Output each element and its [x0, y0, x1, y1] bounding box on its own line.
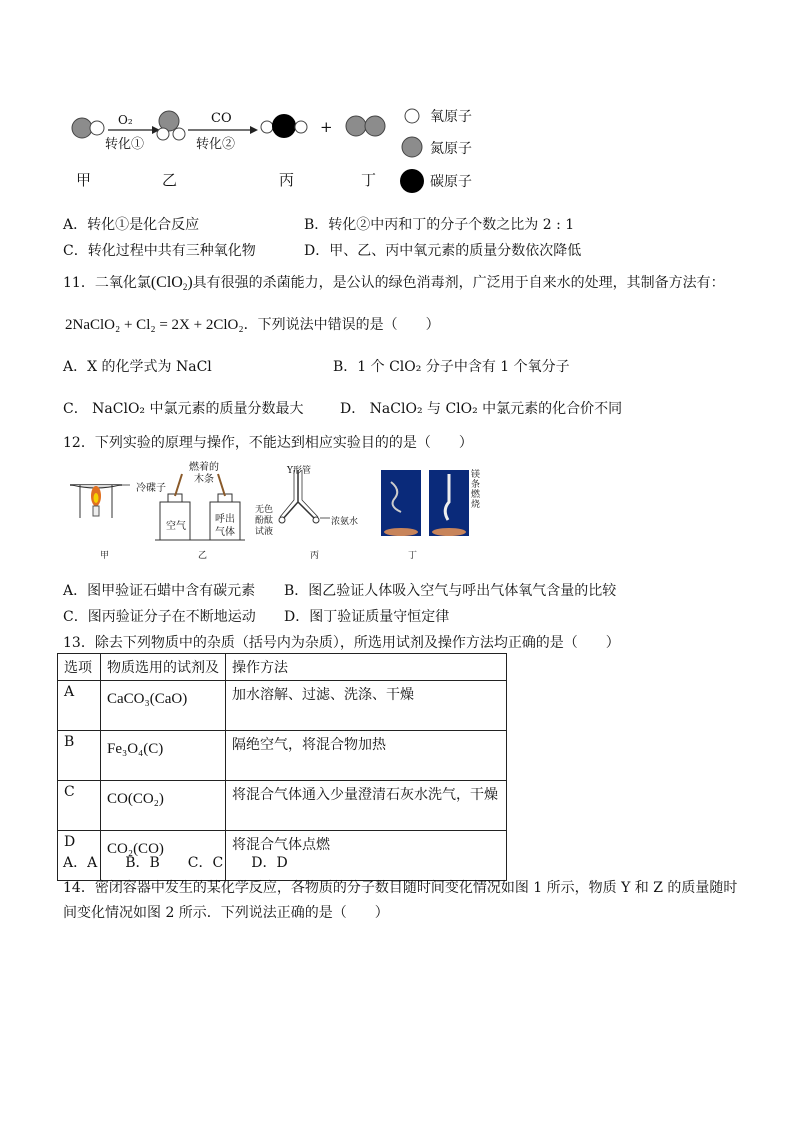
step1-reagent: O₂: [118, 113, 133, 127]
row-option: D: [58, 831, 101, 881]
table-row: [58, 681, 507, 731]
q13-stem: 13．除去下列物质中的杂质（括号内为杂质），所选用试剂及操作方法均正确的是（ ）: [63, 635, 620, 651]
q12-stem: 12．下列实验的原理与操作，不能达到相应实验目的的是（ ）: [63, 435, 473, 451]
q10-option-a: A．转化①是化合反应: [63, 217, 200, 233]
row-method: 加水溶解、过滤、洗涤、干燥: [226, 681, 507, 731]
fig-jia-label: 冷碟子: [136, 483, 166, 494]
oxygen-atom: [90, 121, 104, 135]
row-substance: CO(CO₂): [101, 781, 226, 831]
label-jia: 甲: [76, 171, 92, 189]
row-option: B: [58, 731, 101, 781]
header-option: 选项: [58, 654, 101, 681]
q11-option-d: D． NaClO₂ 与 ClO₂ 中氯元素的化合价不同: [340, 401, 623, 417]
table-row: [58, 781, 507, 831]
header-method: 操作方法: [226, 654, 507, 681]
q11-formula-sub: 2: [182, 282, 188, 292]
legend-oxygen-label: 氧原子: [430, 109, 472, 125]
q11-option-b: B．1 个 ClO₂ 分子中含有 1 个氧分子: [333, 359, 570, 375]
caption-yi: 乙: [198, 551, 208, 561]
row-method: 将混合气体点燃: [226, 831, 507, 881]
legend-nitrogen-icon: [402, 137, 422, 157]
fig-bing-left1: 无色: [255, 505, 274, 515]
q11-stem-text-a: 11．二氧化氯: [63, 275, 151, 291]
fig-bing-left2: 酚酞: [255, 516, 274, 526]
q12-option-d: D．图丁验证质量守恒定律: [284, 609, 450, 625]
fig-ding: [381, 470, 469, 536]
nitrogen-atom: [346, 116, 366, 136]
legend-carbon-label: 碳原子: [430, 174, 472, 190]
oxygen-atom: [173, 128, 185, 140]
row-method: 隔绝空气，将混合物加热: [226, 731, 507, 781]
q14-stem-line2: 间变化情况如图 2 所示．下列说法正确的是（ ）: [63, 905, 389, 921]
label-bing: 丙: [279, 171, 295, 189]
q11-stem-line2: [65, 314, 440, 334]
q13-table: [57, 653, 507, 881]
q12-option-b: B．图乙验证人体吸入空气与呼出气体氧气含量的比较: [284, 583, 617, 599]
legend-oxygen-icon: [405, 109, 419, 123]
table-header-row: [58, 654, 507, 681]
fig-bing-left3: 试液: [255, 527, 274, 537]
fig-yi-right2: 气体: [215, 527, 235, 538]
carbon-atom: [272, 114, 296, 138]
caption-ding: 丁: [408, 551, 418, 561]
q12-option-c: C．图丙验证分子在不断地运动: [63, 609, 256, 625]
header-reagent: 物质选用的试剂及: [101, 654, 226, 681]
q12-option-a: A．图甲验证石蜡中含有碳元素: [63, 583, 256, 599]
fig-yi-top2: 木条: [194, 474, 214, 485]
q11-stem-line1: [63, 272, 725, 292]
oxygen-atom: [261, 121, 273, 133]
step1-label: 转化①: [105, 137, 145, 152]
fig-yi-left: 空气: [166, 521, 186, 532]
q11-stem-text-c: ．下列说法中错误的是（ ）: [243, 317, 440, 333]
q11-formula: (ClO$_2$): [150, 274, 193, 292]
q13-answer-options: A．A B．B C．C D．D: [63, 855, 288, 871]
table-row: [58, 731, 507, 781]
q11-formula-main: (ClO: [150, 274, 183, 291]
q10-option-b: B．转化②中丙和丁的分子个数之比为 2 : 1: [304, 217, 575, 233]
q11-option-a: A．X 的化学式为 NaCl: [63, 359, 212, 375]
fig-jia: [70, 485, 130, 518]
step2-reagent: CO: [211, 111, 232, 126]
row-option: A: [58, 681, 101, 731]
step2-label: 转化②: [196, 137, 236, 152]
oxygen-atom: [295, 121, 307, 133]
q11-option-c: C． NaClO₂ 中氯元素的质量分数最大: [63, 401, 304, 417]
row-option: C: [58, 781, 101, 831]
row-substance: CaCO₃(CaO): [101, 681, 226, 731]
fig-yi-top: 燃着的: [189, 462, 219, 473]
fig-bing-top: Y形管: [287, 466, 311, 476]
q11-stem-text-b: 具有很强的杀菌能力，是公认的绿色消毒剂，广泛用于自来水的处理，其制备方法有：: [192, 275, 725, 291]
fig-yi-right1: 呼出: [215, 514, 235, 525]
oxygen-atom: [157, 128, 169, 140]
plus-sign: +: [320, 118, 333, 136]
q10-option-c: C．转化过程中共有三种氧化物: [63, 243, 256, 259]
row-substance: CO₂(CO): [101, 831, 226, 881]
label-yi: 乙: [162, 171, 178, 189]
nitrogen-atom: [365, 116, 385, 136]
row-substance: Fe₃O₄(C): [101, 731, 226, 781]
label-ding: 丁: [361, 171, 377, 189]
legend-carbon-icon: [400, 169, 424, 193]
q10-option-d: D．甲、乙、丙中氧元素的质量分数依次降低: [304, 243, 582, 259]
caption-jia: 甲: [100, 551, 110, 561]
caption-bing: 丙: [310, 551, 320, 561]
legend-nitrogen-label: 氮原子: [430, 141, 472, 157]
q11-equation: 2NaClO₂ + Cl₂ = 2X + 2ClO₂: [65, 317, 244, 333]
fig-ding-side: 镁条燃烧: [471, 470, 481, 510]
fig-bing: [279, 470, 330, 523]
row-method: 将混合气体通入少量澄清石灰水洗气，干燥: [226, 781, 507, 831]
fig-bing-right: 浓氨水: [331, 517, 359, 527]
nitrogen-atom: [72, 118, 92, 138]
q14-stem-line1: 14．密闭容器中发生的某化学反应，各物质的分子数目随时间变化情况如图 1 所示，物质 Y 和 Z 的质量随时: [63, 880, 738, 896]
